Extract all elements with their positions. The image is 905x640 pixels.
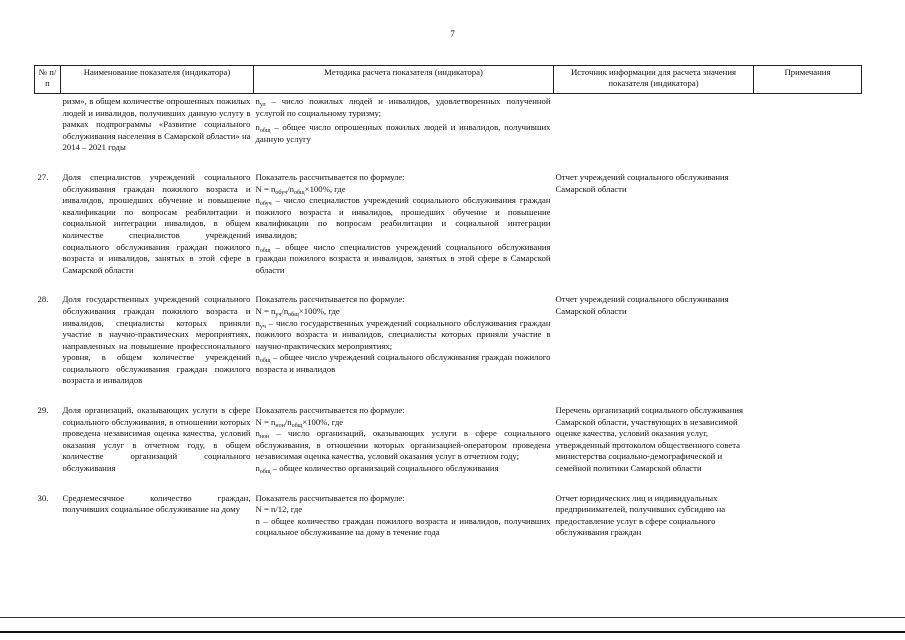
method-formula: N = n/12, где — [255, 504, 303, 515]
method-term: $n_{ул}$ – число пожилых людей и инвалидов, удовлетворенных полученной услугой по социальному туризму; — [255, 96, 551, 118]
row-source: Отчет учреждений социального обслуживания Самарской области — [555, 171, 729, 194]
method-term: $n_{уч}$ – число государственных учреждений социального обслуживания граждан пожилого возраста и инвалидов, специалисты которых приняли участие в научно-практических мероприятиях; — [255, 317, 551, 351]
row-method — [254, 276, 554, 387]
header-name: Наименование показателя (индикатора) — [61, 66, 254, 94]
method-formula: $N = n_{нон}/n_{общ}\times 100\%$, где — [255, 416, 344, 429]
row-notes — [754, 387, 862, 475]
row-notes — [754, 276, 862, 387]
page-number: 7 — [450, 29, 455, 39]
row-method — [254, 154, 554, 276]
row-method — [254, 94, 554, 154]
method-term: $n_{нон}$ – число организаций, оказывающих услуги в сфере социального обслуживания, в отношении которых организацией-оператором проведена независимая оценка качества, условий оказания услуг в отчетном году; — [255, 428, 551, 462]
row-source: Отчет юридических лиц и индивидуальных предпринимателей, получивших субсидию на предоставление услуг в сфере социального обслуживания граждан — [555, 492, 726, 538]
row-num: 28. — [37, 294, 49, 305]
header-method: Методика расчета показателя (индикатора) — [254, 66, 554, 94]
method-term: $n_{общ}$ – общее число специалистов учреждений социального обслуживания граждан пожилого возраста и инвалидов, занятых в этой сфере в Самарской области — [255, 241, 551, 275]
table-row — [35, 276, 862, 387]
table-row — [35, 387, 862, 475]
row-method — [254, 475, 554, 539]
method-intro: Показатель рассчитывается по формуле: — [255, 405, 405, 416]
row-source — [554, 94, 754, 154]
table-row — [35, 475, 862, 539]
method-term: $n_{обуч}$ – число специалистов учреждений социального обслуживания граждан пожилого возраста и инвалидов, прошедших обучение и повышение квалификации по вопросам реабилитации и социальной интеграции инвалидов; — [255, 195, 551, 240]
table-row — [35, 154, 862, 276]
header-notes: Примечания — [754, 66, 862, 94]
bottom-border — [0, 631, 905, 633]
row-num — [35, 94, 61, 154]
method-term: $n_{общ}$ – общее количество организаций социального обслуживания — [255, 463, 499, 476]
table-header-row — [35, 66, 862, 94]
row-num: 29. — [37, 405, 49, 416]
row-notes — [754, 94, 862, 154]
bottom-divider — [0, 617, 905, 618]
row-name: ризм», в общем количестве опрошенных пожилых людей и инвалидов, получивших данную услугу в рамках подпрограммы «Развитие социального обслуживания населения в Самарской области» на 2014 – 2021 годы — [62, 96, 251, 153]
method-term: $n_{общ}$ – общее число учреждений социального обслуживания граждан пожилого возраста и инвалидов — [255, 352, 551, 374]
method-formula: $N = n_{обуч}/n_{общ}\times 100\%$, где — [255, 183, 346, 196]
row-name: Доля специалистов учреждений социального обслуживания граждан пожилого возраста и инвалидов, прошедших обучение и повышение квалификации по вопросам реабилитации и социальной интеграции инвалидов, в общем количестве специалистов учреждений социального обслуживания граждан пожилого возраста и инвалидов, занятых в этой сфере в Самарской области — [62, 171, 251, 275]
row-notes — [754, 475, 862, 539]
row-notes — [754, 154, 862, 276]
method-intro: Показатель рассчитывается по формуле: — [255, 171, 405, 182]
method-term: $n_{общ}$ – общее число опрошенных пожилых людей и инвалидов, получивших данную услугу — [255, 122, 551, 144]
method-term: n – общее количество граждан пожилого возраста и инвалидов, получивших социальное обслуживание на дому в течение года — [255, 515, 551, 538]
row-method — [254, 387, 554, 475]
row-source: Перечень организаций социального обслуживания Самарской области, участвующих в независимой оценке качества, условий оказания услуг, утвержденный протоколом общественного совета министерства социально-демографической и семейной политики Самарской области — [555, 405, 743, 474]
row-num: 27. — [37, 171, 49, 182]
header-num: № п/п — [35, 66, 61, 94]
indicators-table — [34, 65, 862, 539]
row-name: Доля государственных учреждений социального обслуживания граждан пожилого возраста и инвалидов, специалисты которых приняли участие в научно-практических мероприятиях, направленных на повышение профессионального уровня, в общем количестве учреждений социального обслуживания граждан пожилого возраста и инвалидов — [62, 294, 251, 386]
row-name: Среднемесячное количество граждан, получивших социальное обслуживание на дому — [62, 492, 251, 515]
row-num: 30. — [37, 492, 49, 503]
method-formula: $N = n_{уч}/n_{общ}\times 100\%$, где — [255, 305, 340, 318]
method-intro: Показатель рассчитывается по формуле: — [255, 294, 405, 305]
table-row — [35, 94, 862, 154]
row-name: Доля организаций, оказывающих услуги в сфере социального обслуживания, в отношении которых проведена независимая оценка качества, условий оказания услуг в отчетном году, в общем количестве организаций социального обслуживания — [62, 405, 251, 474]
method-intro: Показатель рассчитывается по формуле: — [255, 492, 405, 503]
row-source: Отчет учреждений социального обслуживания Самарской области — [555, 294, 729, 316]
header-source: Источник информации для расчета значения показателя (индикатора) — [554, 66, 754, 94]
